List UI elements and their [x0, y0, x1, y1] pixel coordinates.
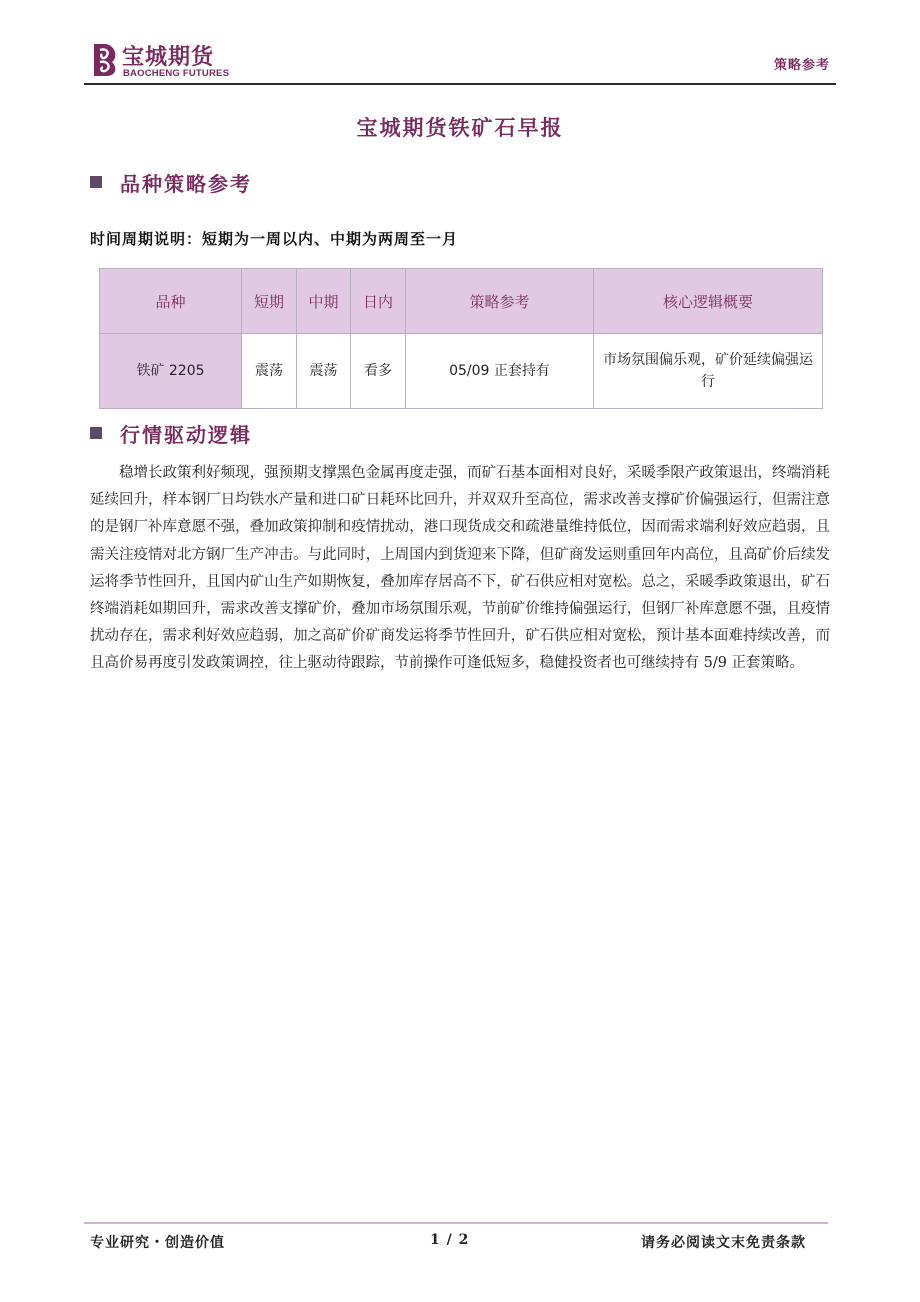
page-number: 1 / 2 [430, 1232, 470, 1248]
section-title: 品种策略参考 [120, 171, 252, 196]
header-category-tag: 策略参考 [773, 58, 830, 73]
header-divider [84, 83, 836, 85]
section-heading-strategy [90, 168, 252, 196]
table-cell-strategy: 05/09 正套持有 [406, 334, 594, 409]
section-title: 行情驱动逻辑 [120, 422, 252, 447]
table-cell-mid-term: 震荡 [297, 334, 351, 409]
column-header: 中期 [297, 269, 351, 334]
square-bullet-icon [90, 176, 102, 188]
footer-divider [84, 1222, 828, 1224]
column-header: 策略参考 [406, 269, 594, 334]
table-cell-short-term: 震荡 [242, 334, 297, 409]
table-cell-variety: 铁矿 2205 [100, 334, 242, 409]
column-header: 核心逻辑概要 [594, 269, 823, 334]
column-header: 短期 [242, 269, 297, 334]
document-title: 宝城期货铁矿石早报 [356, 115, 564, 140]
market-logic-paragraph: 稳增长政策利好频现，强预期支撑黑色金属再度走强，而矿石基本面相对良好，采暖季限产政策退出，终端消耗延续回升，样本钢厂日均铁水产量和进口矿日耗环比回升，并双双升至高位，需求改善支撑矿价偏强运行，但需注意的是钢厂补库意愿不强，叠加政策抑制和疫情扰动，港口现货成交和疏港量维持低位，因而需求端利好效应趋弱，且需关注疫情对北方钢厂生产冲击。与此同时，上周国内到货迎来下降，但矿商发运则重回年内高位，且高矿价后续发运将季节性回升，且国内矿山生产如期恢复，叠加库存居高不下，矿石供应相对宽松。总之，采暖季政策退出，矿石终端消耗如期回升，需求改善支撑矿价，叠加市场氛围乐观，节前矿价维持偏强运行，但钢厂补库意愿不强，且疫情扰动存在，需求利好效应趋弱，加之高矿价矿商发运将季节性回升，矿石供应相对宽松，预计基本面难持续改善，而且高价易再度引发政策调控，往上驱动待跟踪，节前操作可逢低短多，稳健投资者也可继续持有 5/9 正套策略。 [90, 465, 830, 672]
period-note: 时间周期说明：短期为一周以内、中期为两周至一月 [90, 230, 459, 248]
column-header: 日内 [351, 269, 406, 334]
footer-disclaimer: 请务必阅读文末免责条款 [641, 1235, 806, 1251]
page-header [88, 38, 834, 84]
footer-slogan: 专业研究・创造价值 [90, 1235, 225, 1251]
baocheng-logo-icon [88, 40, 124, 80]
section-heading-logic [90, 419, 252, 447]
strategy-table [99, 268, 823, 409]
logo-english-name: BAOCHENG FUTURES [123, 68, 230, 79]
table-cell-core-logic: 市场氛围偏乐观，矿价延续偏强运行 [594, 334, 823, 409]
column-header: 品种 [100, 269, 242, 334]
table-row [100, 334, 823, 409]
table-header-row [100, 269, 823, 334]
logo-chinese-name: 宝城期货 [122, 45, 215, 70]
table-cell-intraday: 看多 [351, 334, 406, 409]
square-bullet-icon [90, 427, 102, 439]
company-logo [88, 38, 238, 80]
